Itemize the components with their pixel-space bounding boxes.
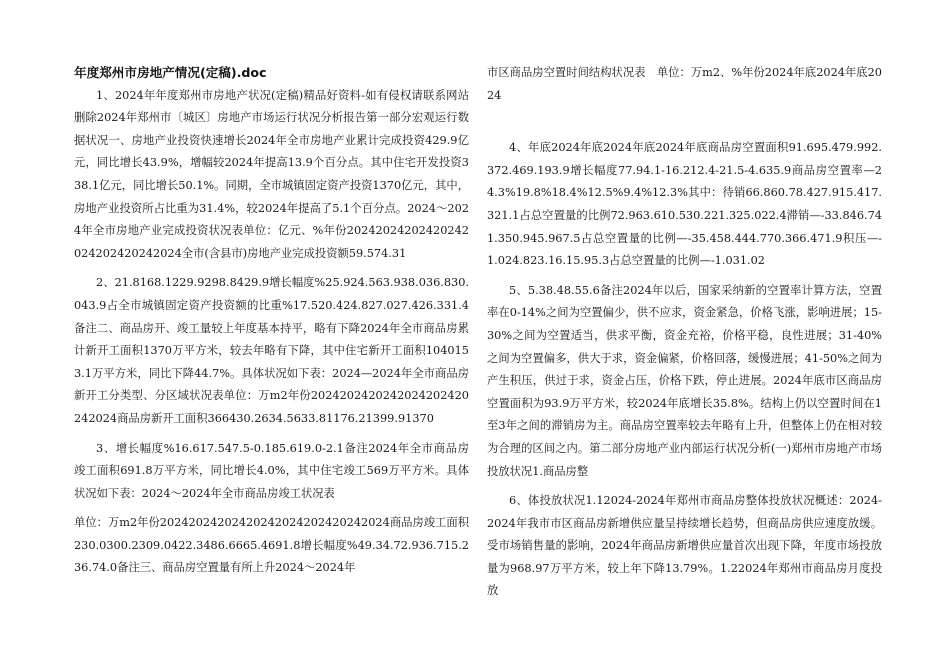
paragraph-1: 1、2024年年度郑州市房地产状况(定稿)精品好资料-如有侵权请联系网站删除2024年郑州市〔城区〕房地产市场运行状况分析报告第一部分宏观运行数据状况一、房地产业投资快速增长2024年全市房地产业累计完成投资429.9亿元，同比增长43.9%，增幅较2024年提高13.9个百分点。其中住宅开发投资338.1亿元，同比增长50.1%。同期，全市城镇固定资产投资1370亿元，其中，房地产业投资所占比重为31.4%，较2024年提高了5.1个百分点。2024～2024年全市房地产业完成投资状况表单位：亿元、%年份20242024202420242024202420242024全市(含县市)房地产业完成投资额59.574.31: [74, 88, 469, 260]
left-column: [74, 62, 469, 587]
paragraph-6: 6、体投放状况1.12024-2024年郑州市商品房整体投放状况概述：2024-2024年我市市区商品房新增供应量呈持续增长趋势，但商品房供应速度放缓。受市场销售量的影响，2024年商品房新增供应量首次出现下降，年度市场投放量为968.97万平方米，较上年下降13.79%。1.22024年郑州市商品房月度投放: [487, 494, 882, 598]
table-caption-line: 市区商品房空置时间结构状况表 单位：万m2、%年份2024年底2024年底2024: [487, 66, 882, 102]
paragraph-2: 2、21.8168.1229.9298.8429.9增长幅度%25.924.563.938.036.830.043.9占全市城镇固定资产投资额的比重%17.520.424.827.027.426.331.4备注二、商品房开、竣工量较上年度基本持平，略有下降2024年全市商品房累计新开工面积1370万平方米，较去年略有下降，其中住宅新开工面积1040153.1万平方米，同比下降44.7%。具体状况如下表：2024—2024年全市商品房新开工分类型、分区域状况表单位：万m2年份2024202420242024202420242024商品房新开工面积366430.2634.5633.81176.21399.91370: [74, 276, 469, 425]
paragraph-4: 4、年底2024年底2024年底2024年底商品房空置面积91.695.479.992.372.469.193.9增长幅度77.94.1-16.212.4-21.5-4.635.9商品房空置率—24.3%19.8%18.4%12.5%9.4%12.3%其中：待销66.860.78.427.915.417.321.1占总空置量的比例72.963.610.530.221.325.022.4滞销—-33.846.741.350.945.967.5占总空置量的比例—-35.458.444.770.366.471.9积压—-1.024.823.16.15.95.3占总空置量的比例—-1.031.02: [487, 141, 882, 268]
paragraph-3-continued: 单位：万m2年份20242024202420242024202420242024商品房竣工面积230.0300.2309.0422.3486.6665.4691.8增长幅度%49.34.72.936.715.236.74.0备注三、商品房空置量有所上升2024～2024年: [74, 516, 469, 575]
paragraph-3: 3、增长幅度%16.617.547.5-0.185.619.0-2.1备注2024年全市商品房竣工面积691.8万平方米，同比增长4.0%，其中住宅竣工569万平方米。具体状况如下表：2024～2024年全市商品房竣工状况表: [74, 441, 469, 500]
right-column: [487, 62, 882, 610]
document-title: 年度郑州市房地产情况(定稿).doc: [74, 65, 267, 80]
paragraph-5: 5、5.38.48.55.6备注2024年以后，国家采纳新的空置率计算方法，空置率在0-14%之间为空置偏少，供不应求，资金紧急，价格飞涨，影响进展；15-30%之间为空置适当，供求平衡，资金充裕，价格平稳，良性进展；31-40%之间为空置偏多，供大于求，资金偏紧，价格回落，缓慢进展；41-50%之间为产生积压，供过于求，资金占压，价格下跌，停止进展。2024年底市区商品房空置面积为93.9万平方米，较2024年底增长35.8%。结构上仍以空置时间在1至3年之间的滞销房为主。商品房空置率较去年略有上升，但整体上仍在相对较为合理的区间之内。第二部分房地产业内部运行状况分析(一)郑州市房地产市场投放状况1.商品房整: [487, 283, 882, 478]
